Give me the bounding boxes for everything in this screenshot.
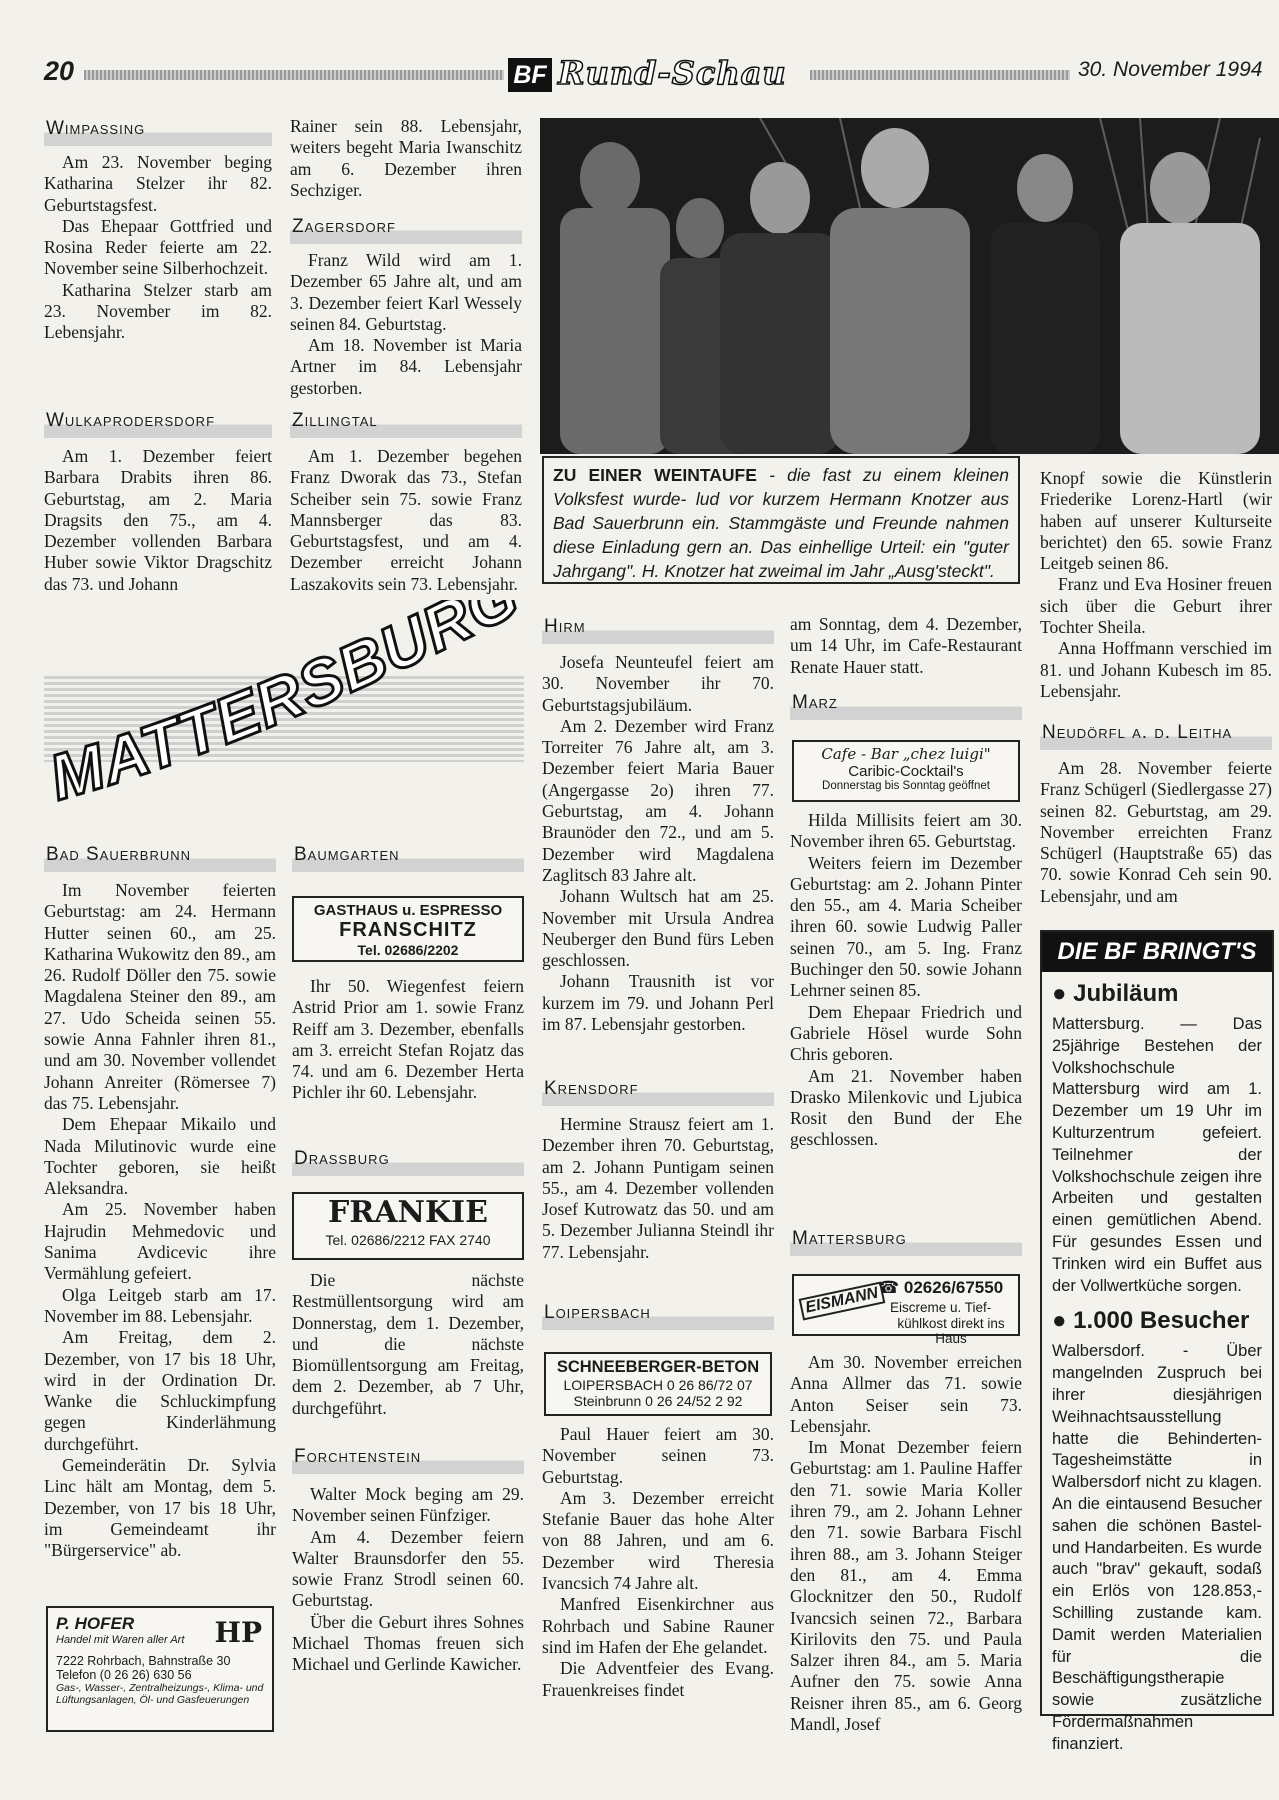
heading-wulkaprodersdorf: Wulkaprodersdorf	[44, 408, 272, 438]
svg-text:MATTERSBURG	[44, 600, 524, 814]
caption-title: ZU EINER WEINTAUFE	[553, 465, 757, 485]
ad-eismann: EISMANN ☎ 02626/67550 Eiscreme u. Tief- kühlkost direkt ins Haus	[792, 1274, 1020, 1336]
photo-people-illustration	[540, 118, 1279, 454]
heading-mattersburg: Mattersburg	[790, 1226, 1022, 1256]
article-right-continuation: Knopf sowie die Künstlerin Friederike Lorenz-Hartl (wir haben auf unserer Kulturseite berichtet) den 65. sowie Franz Leitgeb seinen 86. Franz und Eva Hosiner freuen sich über die Geburt ihrer Tochter Sheila. Anna Hoffmann verschied im 81. und Johann Kubesch im 85. Lebensjahr.	[1040, 468, 1272, 701]
heading-forchtenstein: Forchtenstein	[292, 1444, 524, 1474]
section-banner-text: MATTERSBURG	[44, 600, 524, 814]
page-number: 20	[44, 56, 75, 86]
logo-bf: BF	[508, 58, 552, 92]
hofer-logo: HP	[214, 1616, 262, 1649]
bf-bringts-box	[1040, 930, 1274, 1753]
heading-bad-sauerbrunn: Bad Sauerbrunn	[44, 842, 276, 872]
header-rule-left	[84, 70, 504, 80]
bf-bringts-title: DIE BF BRINGT'S	[1042, 932, 1272, 972]
item-besucher-title: ● 1.000 Besucher	[1052, 1307, 1250, 1335]
ad-frankie: FRANKIE Tel. 02686/2212 FAX 2740	[292, 1192, 524, 1260]
eismann-logo: EISMANN	[799, 1282, 886, 1321]
caption-text: - die fast zu einem kleinen Volksfest wurde- lud vor kurzem Hermann Knotzer aus Bad Sauerbrunn ein. Stammgäste und Freunde nahmen diese Einladung gern an. Das einhellige Urteil: ein "guter Jahrgang". H. Knotzer hat zweimal im Jahr „Ausg'steckt".	[553, 465, 1009, 581]
heading-zagersdorf: Zagersdorf	[290, 214, 522, 244]
heading-zillingtal: Zillingtal	[290, 408, 522, 438]
section-banner	[44, 600, 524, 840]
article-zagersdorf: Franz Wild wird am 1. Dezember 65 Jahre alt, und am 3. Dezember feiert Karl Wessely seinen 84. Geburtstag. Am 18. November ist Maria Artner im 84. Lebensjahr gestorben.	[290, 250, 522, 398]
article-baumgarten: Ihr 50. Wiegenfest feiern Astrid Prior am 1. sowie Franz Reiff am 3. Dezember, ebenfalls am 3. erreicht Stefan Rojatz das 74. und am 6. Dezember Herta Pichler ihr 60. Lebensjahr.	[292, 976, 524, 1103]
hofer-name: P. HOFER	[56, 1614, 135, 1633]
article-krensdorf: Hermine Strausz feiert am 1. Dezember ihren 70. Geburtstag, am 2. Johann Puntigam seinen 55., am 4. Dezember vollenden Josef Kutrowatz das 50. und am 5. Dezember Julianna Steindl ihr 77. Lebensjahr.	[542, 1114, 774, 1262]
article-mattersburg: Am 30. November erreichen Anna Allmer das 71. sowie Anton Seiser sein 73. Lebensjahr. Im Monat Dezember feiern Geburtstag: am 1. Pauline Haffer den 71. sowie Maria Koller ihren 79., am 2. Johann Lehner den 71. sowie Barbara Fischl ihren 88., am 3. Johann Steiger den 81., am 4. Emma Glocknitzer den 50., Rudolf Ivancsich seinen 72., Barbara Kirilovits den 75. und Paula Salzer ihren 84., am 5. Maria Aufner den 75. sowie Anna Reisner ihren 85., am 6. Georg Mandl, Josef	[790, 1352, 1022, 1735]
ad-schneeberger: SCHNEEBERGER-BETON LOIPERSBACH 0 26 86/72 07 Steinbrunn 0 26 24/52 2 92	[544, 1352, 772, 1416]
photo-caption	[542, 456, 1020, 584]
heading-krensdorf: Krensdorf	[542, 1076, 774, 1106]
item-besucher-text: Walbersdorf. - Über mangelnden Zuspruch bei ihrer diesjährigen Weihnachtsausstellung hatte die Behinderten-Tagesheimstätte in Walbersdorf nicht zu klagen. An die eintausend Besucher sahen die schönen Bastel- und Handarbeiten. Es wurde auch "brav" gekauft, sodaß ein Erlös von 128.853,- Schilling zustande kam. Damit werden Materialien für die Beschäftigungstherapie sowie zusätzliche Fördermaßnahmen finanziert.	[1052, 1342, 1262, 1753]
item-jubilaeum-title: ● Jubiläum	[1052, 980, 1179, 1007]
heading-wimpassing: Wimpassing	[44, 116, 272, 146]
heading-neudoerfl: Neudörfl a. d. Leitha	[1040, 720, 1272, 750]
logo-title: Rund-Schau	[558, 54, 787, 92]
article-zillingtal: Am 1. Dezember begehen Franz Dworak das 73., Stefan Scheiber sein 75. sowie Franz Mannsberger das 83. Geburtstagsfest, und am 4. Dezember erreicht Johann Laszakovits sein 73. Lebensjahr.	[290, 446, 522, 594]
banner-lettering	[44, 600, 524, 840]
news-photo	[540, 118, 1279, 454]
heading-loipersbach: Loipersbach	[542, 1300, 774, 1330]
item-jubilaeum-text: Mattersburg. — Das 25jährige Bestehen der Volkshochschule Mattersburg wird am 1. Dezember um 19 Uhr im Kulturzentrum gefeiert. Teilnehmer der Volkshochschule zeigen ihre Arbeiten und gestalten einen gemütlichen Abend. Für gesundes Essen und Trinken wird ein Buffet aus der Vollwertküche sorgen.	[1052, 1015, 1262, 1295]
article-continuation: Rainer sein 88. Lebensjahr, weiters begeht Maria Iwanschitz am 6. Dezember ihren Sechziger.	[290, 116, 522, 200]
header-rule-right	[810, 70, 1070, 80]
heading-marz: Marz	[790, 690, 1022, 720]
ad-franschitz: GASTHAUS u. ESPRESSO FRANSCHITZ Tel. 02686/2202	[292, 896, 524, 962]
heading-hirm: Hirm	[542, 614, 774, 644]
article-forchtenstein: Walter Mock beging am 29. November seinen Fünfziger. Am 4. Dezember feiern Walter Braunsdorfer den 55. sowie Franz Strodl seinen 60. Geburtstag. Über die Geburt ihres Sohnes Michael Thomas freuen sich Michael und Gerlinde Kawicher.	[292, 1484, 524, 1675]
article-hirm: Josefa Neunteufel feiert am 30. November ihr 70. Geburtstagsjubiläum. Am 2. Dezember wird Franz Torreiter 76 Jahre alt, am 3. Dezember feiert Maria Bauer (Angergasse 2o) ihren 77. Geburtstag, am 4. Johann Braunöder den 72., und am 5. Dezember wird Magdalena Zaglitsch 83 Jahre alt. Johann Wultsch hat am 25. November mit Ursula Andrea Neuberger den Bund fürs Leben geschlossen. Johann Trausnith ist vor kurzem im 79. und Johann Perl im 87. Lebensjahr gestorben.	[542, 652, 774, 1035]
article-wimpassing: Am 23. November beging Katharina Stelzer ihr 82. Geburtstagsfest. Das Ehepaar Gottfried und Rosina Reder feierte am 22. November seine Silberhochzeit. Katharina Stelzer starb am 23. November im 82. Lebensjahr.	[44, 152, 272, 343]
article-bad-sauerbrunn: Im November feierten Geburtstag: am 24. Hermann Hutter seinen 60., am 25. Katharina Wukowitz den 89., am 26. Rudolf Döller den 75. sowie Magdalena Steiner den 89., am 27. Udo Scheida seinen 55. sowie Anna Fahnler ihren 81., und am 30. November vollendet Johann Anreiter (Römersee 7) das 75. Lebensjahr. Dem Ehepaar Mikailo und Nada Milutinovic wurde eine Tochter geboren, sie heißt Aleksandra. Am 25. November haben Hajrudin Mehmedovic und Sanima Avdicevic ihre Vermählung gefeiert. Olga Leitgeb starb am 17. November im 88. Lebensjahr. Am Freitag, dem 2. Dezember, von 17 bis 18 Uhr, wird in der Ordination Dr. Wanke die Schluckimpfung gegen Kinderlähmung durchgeführt. Gemeinderätin Dr. Sylvia Linc hält am Montag, dem 5. Dezember, von 17 bis 18 Uhr, im Gemeindeamt ihr "Bürgerservice" ab.	[44, 880, 276, 1561]
heading-drassburg: Drassburg	[292, 1146, 524, 1176]
article-marz: Hilda Millisits feiert am 30. November ihren 65. Geburtstag. Weiters feiern im Dezember Geburtstag: am 2. Johann Pinter den 55., am 4. Maria Scheiber ihren 60. sowie Ludwig Paller seinen 70., am 5. Ing. Franz Buchinger den 50. sowie Johann Lehrner seinen 85. Dem Ehepaar Friedrich und Gabriele Hösel wurde Sohn Chris geboren. Am 21. November haben Drasko Milenkovic und Ljubica Rosit den Bund der Ehe geschlossen.	[790, 810, 1022, 1150]
issue-date: 30. November 1994	[1078, 58, 1263, 81]
ad-cafe: Cafe - Bar „chez luigi" Caribic-Cocktail's Donnerstag bis Sonntag geöffnet	[792, 740, 1020, 802]
article-wulkaprodersdorf: Am 1. Dezember feiert Barbara Drabits ihren 86. Geburtstag, am 2. Maria Dragsits den 75., am 4. Dezember vollenden Barbara Huber sowie Viktor Dragschitz das 73. und Johann	[44, 446, 272, 594]
article-drassburg: Die nächste Restmüllentsorgung wird am Donnerstag, dem 1. Dezember, und die nächste Biomüllentsorgung am Freitag, dem 2. Dezember, ab 7 Uhr, durchgeführt.	[292, 1270, 524, 1418]
ad-hofer: HP P. HOFER Handel mit Waren aller Art 7222 Rohrbach, Bahnstraße 30 Telefon (0 26 26) 630 56 Gas-, Wasser-, Zentralheizungs-, Klima- und Lüftungsanlagen, Öl- und Gasfeuerungen	[46, 1606, 274, 1732]
article-neudoerfl: Am 28. November feierte Franz Schügerl (Siedlergasse 27) seinen 82. Geburtstag, am 29. November erreichten Franz Schügerl (Hauptstraße 65) das 70. sowie Konrad Ceh sein 90. Lebensjahr, und am	[1040, 758, 1272, 906]
article-loipersbach: Paul Hauer feiert am 30. November seinen 73. Geburtstag. Am 3. Dezember erreicht Stefanie Bauer das hohe Alter von 88 Jahren, und am 6. Dezember wird Theresia Ivancsich 74 Jahre alt. Manfred Eisenkirchner aus Rohrbach und Sabine Rauner sind im Hafen der Ehe gelandet. Die Adventfeier des Evang. Frauenkreises findet	[542, 1424, 774, 1700]
article-col4-continuation: am Sonntag, dem 4. Dezember, um 14 Uhr, im Cafe-Restaurant Renate Hauer statt.	[790, 614, 1022, 677]
heading-baumgarten: Baumgarten	[292, 842, 524, 872]
